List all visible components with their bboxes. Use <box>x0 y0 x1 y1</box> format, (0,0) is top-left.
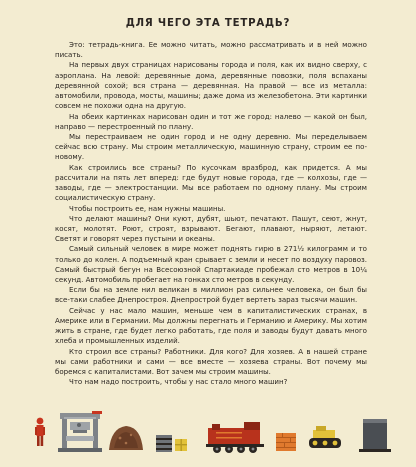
paragraph-8: Самый сильный человек в мире может поднять гирю в 271½ килограмм и то только до колен. А подъемный кран срывает с земли и несет по воздуху паровоз. Самый быстрый бегун на Всесоюзной Спартакиаде пробежал сто метров в 10¼ секунд. Автомобиль пробегает на гонках сто метров в секунду. <box>55 244 367 285</box>
paragraph-4: Мы перестраиваем не один город и не одну деревню. Мы переделываем сейчас всю страну. Мы строим металлическую, машинную страну, строим ее по-новому. <box>55 131 367 162</box>
paragraph-1: Это: тетрадь-книга. Ее можно читать, можно рассматривать и в ней можно писать. <box>55 40 367 60</box>
metal-block-icon <box>359 419 391 452</box>
paragraph-6: Чтобы построить ее, нам нужны машины. <box>69 203 226 213</box>
paragraph-7: Что делают машины? Они куют, дубят, шьют, печатают. Пашут, сеют, жнут, косят, молотят. Роют, строят, взрывают. Бегают, плавают, ныряют, летают. Светят и говорят через пустыни и океаны. <box>55 213 367 244</box>
paragraph-2: На первых двух страницах нарисованы города и поля, как их видно сверху, с аэроплана. На левой: деревянные дома, деревянные повозки, поля вспаханы деревянной сохой; вся страна — деревянная. На правой — все из металла: автомобили, провода, мосты, машины; даже дома из железобетона. Эти картинки совсем не похожи одна на другую. <box>55 60 367 111</box>
paragraph-3: На обеих картинках нарисован один и тот же город: налево — какой он был, направо — перестроенный по плану. <box>55 111 367 131</box>
illustration-strip <box>0 400 416 467</box>
yellow-crate-icon <box>175 439 187 451</box>
tractor-icon <box>309 426 341 448</box>
text-body <box>55 40 367 387</box>
ore-heap-icon <box>109 426 143 450</box>
paragraph-5: Как строились все страны? По кусочкам вразброд, как придется. А мы рассчитали на пять лет вперед: где будут новые города, где — колхозы, где — заводы, где — электростанции. Мы все работаем по одному плану. Мы строим социалистическую страну. <box>55 162 367 203</box>
paragraph-12: Что нам надо построить, чтобы у нас стало много машин? <box>69 377 288 387</box>
brick-stack-icon <box>276 433 296 451</box>
barrel-icon <box>156 435 172 452</box>
paragraph-9: Если бы на земле нил великан в миллион раз сильнее человека, он был бы все-таки слабее Днепростроя. Днепрострой будет вертеть зараз тысячи машин. <box>55 285 367 305</box>
paragraph-10: Сейчас у нас мало машин, меньше чем в капиталистических странах, в Америке или в Германии. Мы должны перегнать и Германию и Америку. Мы хотим жить в стране, где будет легко работать, где поля и заводы будут давать много хлеба и промышленных изделий. <box>55 305 367 346</box>
locomotive-icon <box>206 422 264 453</box>
paragraph-11: Кто строил все страны? Работники. Для кого? Для хозяев. А в нашей стране мы сами работники и сами — все вместе — хозяева страны. Вот почему мы боремся с капиталистами. Вот зачем мы строим машины. <box>55 346 367 376</box>
worker-figure-icon <box>35 418 45 446</box>
page-title: ДЛЯ ЧЕГО ЭТА ТЕТРАДЬ? <box>125 18 291 29</box>
press-machine-icon <box>58 411 102 452</box>
